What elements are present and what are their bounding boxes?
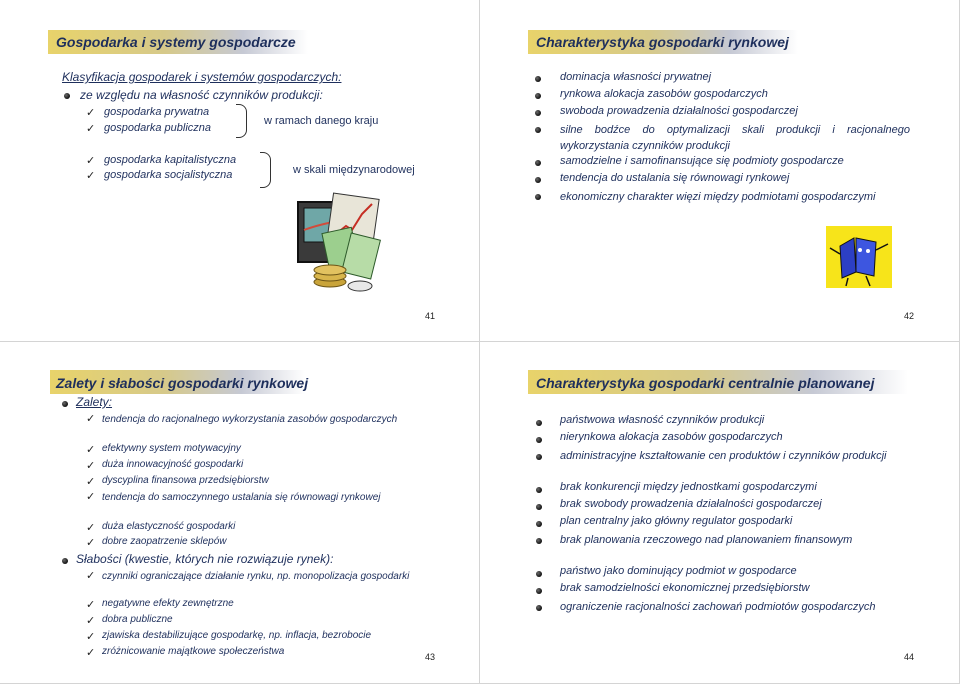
checkmark-icon: ✓ xyxy=(86,537,96,549)
right-brace-icon xyxy=(260,152,271,188)
computer-money-clipart xyxy=(290,190,390,302)
checkmark-icon: ✓ xyxy=(86,615,96,627)
list-item: państwo jako dominujący podmiot w gospodarce xyxy=(560,565,797,577)
checkmark-icon: ✓ xyxy=(86,170,96,182)
list-item: gospodarka socjalistyczna xyxy=(104,169,233,181)
group-note: w ramach danego kraju xyxy=(264,115,379,127)
bullet-icon xyxy=(536,504,542,510)
bullet-icon xyxy=(536,454,542,460)
list-item: swoboda prowadzenia działalności gospodarczej xyxy=(560,105,798,117)
list-item: ekonomiczny charakter więzi między podmiotami gospodarczymi xyxy=(560,191,876,203)
slide-42 xyxy=(480,0,960,342)
bullet-icon xyxy=(64,93,70,99)
list-item: administracyjne kształtowanie cen produktów i czynników produkcji xyxy=(560,450,887,462)
checkmark-icon: ✓ xyxy=(86,444,96,456)
list-item: duża elastyczność gospodarki xyxy=(102,521,236,532)
bullet-icon xyxy=(536,538,542,544)
list-item: tendencja do racjonalnego wykorzystania zasobów gospodarczych xyxy=(102,414,398,425)
slide-number: 42 xyxy=(904,311,915,321)
checkmark-icon: ✓ xyxy=(86,155,96,167)
checkmark-icon: ✓ xyxy=(86,522,96,534)
checkmark-icon: ✓ xyxy=(86,413,96,425)
checkmark-icon: ✓ xyxy=(86,647,96,659)
bullet-icon xyxy=(535,177,541,183)
list-item: dobre zaopatrzenie sklepów xyxy=(102,536,227,547)
list-item: gospodarka kapitalistyczna xyxy=(104,154,237,166)
slide-44 xyxy=(480,342,960,684)
list-item: rynkowa alokacja zasobów gospodarczych xyxy=(560,88,768,100)
checkmark-icon: ✓ xyxy=(86,631,96,643)
list-item: ograniczenie racjonalności zachowań podmiotów gospodarczych xyxy=(560,601,876,613)
list-item: gospodarka publiczna xyxy=(104,122,212,134)
list-item: dobra publiczne xyxy=(102,614,173,625)
list-item: gospodarka prywatna xyxy=(104,106,210,118)
bullet-icon xyxy=(535,194,541,200)
bullet-icon xyxy=(536,588,542,594)
classification-heading: Klasyfikacja gospodarek i systemów gospodarczych: xyxy=(62,70,342,84)
slide-43 xyxy=(0,342,480,684)
bullet-icon xyxy=(536,437,542,443)
list-item: tendencja do ustalania się równowagi rynkowej xyxy=(560,172,790,184)
slide-number: 43 xyxy=(425,652,436,662)
bullet-icon xyxy=(62,558,68,564)
bullet-icon xyxy=(536,420,542,426)
list-item: tendencja do samoczynnego ustalania się równowagi rynkowej xyxy=(102,492,381,503)
slide-title: Gospodarka i systemy gospodarcze xyxy=(56,34,296,50)
checkmark-icon: ✓ xyxy=(86,460,96,472)
list-item: zjawiska destabilizujące gospodarkę, np. inflacja, bezrobocie xyxy=(102,630,372,641)
bullet-icon xyxy=(536,487,542,493)
list-item: silne bodźce do optymalizacji skali produkcji i racjonalnego wykorzystania czynników produkcji xyxy=(560,124,910,152)
bullet-icon xyxy=(62,401,68,407)
slide-title: Charakterystyka gospodarki centralnie planowanej xyxy=(536,375,875,391)
slide-title: Zalety i słabości gospodarki rynkowej xyxy=(56,375,309,391)
list-item: plan centralny jako główny regulator gospodarki xyxy=(560,515,793,527)
list-item: nierynkowa alokacja zasobów gospodarczych xyxy=(560,431,783,443)
cons-heading: Słabości (kwestie, których nie rozwiązuje rynek): xyxy=(76,552,334,566)
list-item: brak konkurencji między jednostkami gospodarczymi xyxy=(560,481,817,493)
pros-heading: Zalety: xyxy=(76,395,113,409)
slide-number: 44 xyxy=(904,652,915,662)
slide-number: 41 xyxy=(425,311,436,321)
list-item: brak swobody prowadzenia działalności gospodarczej xyxy=(560,498,822,510)
bullet-icon xyxy=(535,93,541,99)
checkmark-icon: ✓ xyxy=(86,491,96,503)
list-item: duża innowacyjność gospodarki xyxy=(102,459,244,470)
right-brace-icon xyxy=(236,104,247,138)
checkmark-icon: ✓ xyxy=(86,123,96,135)
checkmark-icon: ✓ xyxy=(86,599,96,611)
list-item: brak planowania rzeczowego nad planowaniem finansowym xyxy=(560,534,853,546)
group-note: w skali międzynarodowej xyxy=(293,164,415,176)
ownership-subheading: ze względu na własność czynników produkcji: xyxy=(80,88,323,102)
list-item: państwowa własność czynników produkcji xyxy=(560,414,765,426)
slide-title: Charakterystyka gospodarki rynkowej xyxy=(536,34,789,50)
checkmark-icon: ✓ xyxy=(86,476,96,488)
bullet-icon xyxy=(536,605,542,611)
bullet-icon xyxy=(535,160,541,166)
list-item: efektywny system motywacyjny xyxy=(102,443,241,454)
bullet-icon xyxy=(535,76,541,82)
list-item: dyscyplina finansowa przedsiębiorstw xyxy=(102,475,269,486)
bullet-icon xyxy=(536,521,542,527)
checkmark-icon: ✓ xyxy=(86,570,96,582)
list-item: negatywne efekty zewnętrzne xyxy=(102,598,234,609)
list-item: zróżnicowanie majątkowe społeczeństwa xyxy=(102,646,285,657)
list-item: dominacja własności prywatnej xyxy=(560,71,712,83)
list-item: czynniki ograniczające działanie rynku, np. monopolizacja gospodarki xyxy=(102,571,410,582)
list-item: samodzielne i samofinansujące się podmioty gospodarcze xyxy=(560,155,844,167)
slide-41 xyxy=(0,0,480,342)
checkmark-icon: ✓ xyxy=(86,107,96,119)
book-character-clipart xyxy=(826,226,892,288)
bullet-icon xyxy=(535,127,541,133)
bullet-icon xyxy=(536,571,542,577)
list-item: brak samodzielności ekonomicznej przedsiębiorstw xyxy=(560,582,810,594)
bullet-icon xyxy=(535,110,541,116)
